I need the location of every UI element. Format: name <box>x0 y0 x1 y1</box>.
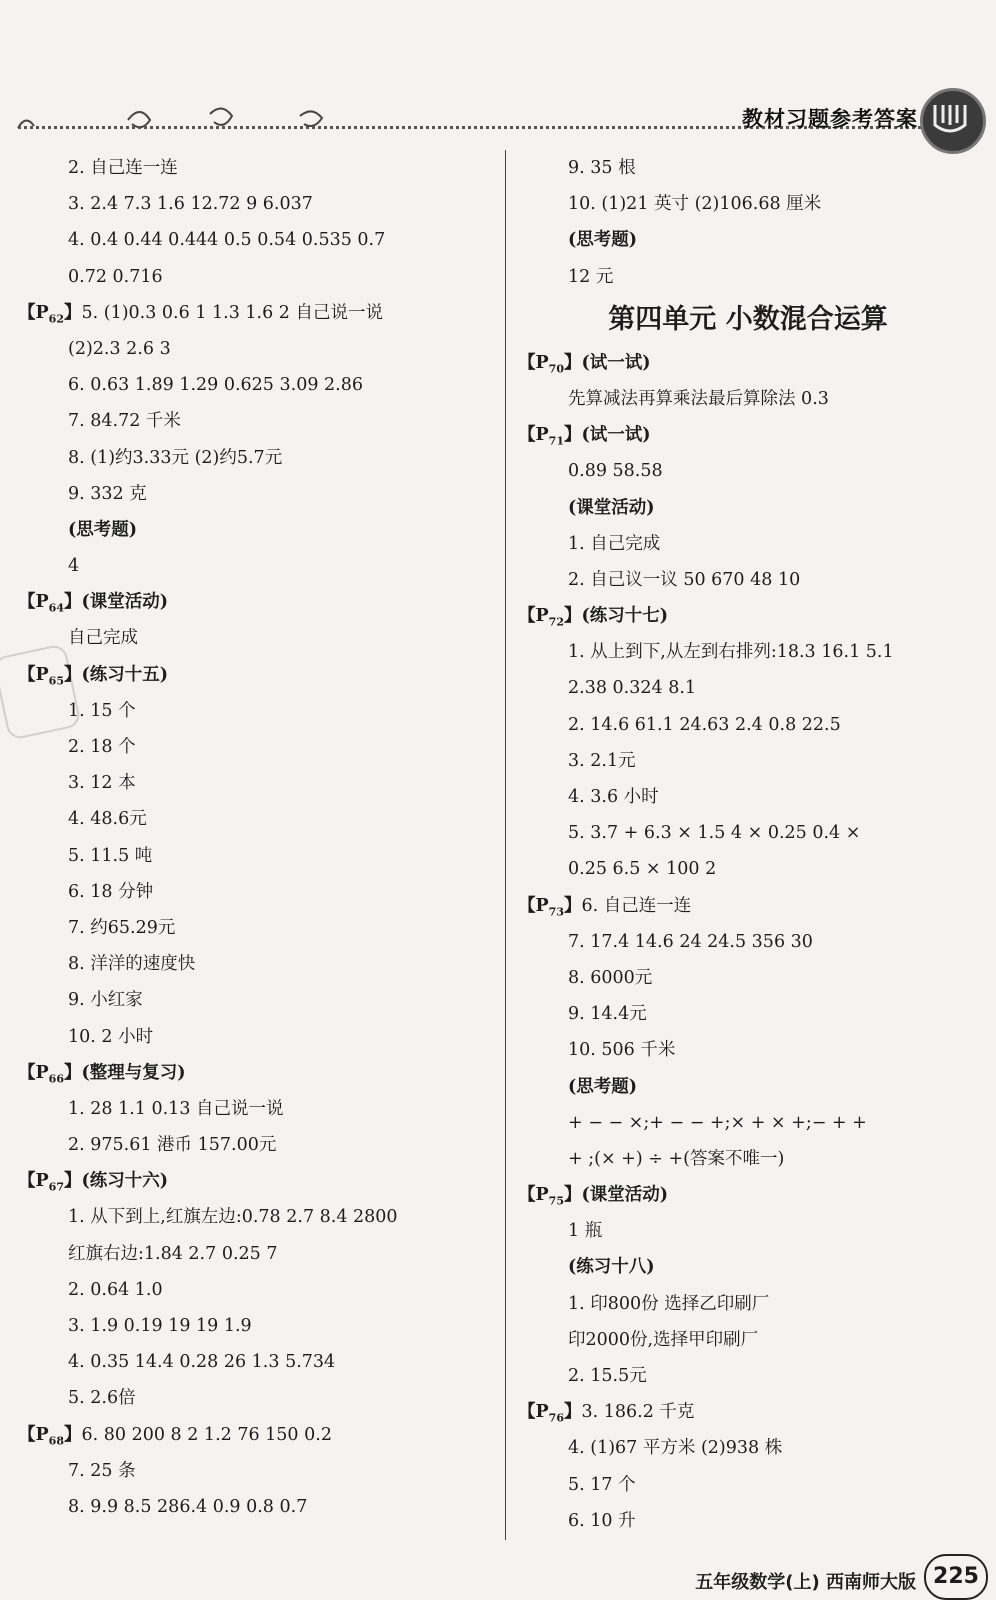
page-reference: 【$P_{72}$】 <box>518 606 582 629</box>
answer-text: 8. (1)约3.33元 (2)约5.7元 <box>68 447 283 468</box>
answer-line <box>518 815 978 851</box>
answer-text: 6. 18 分钟 <box>68 881 154 902</box>
answer-text: 0.89 58.58 <box>568 461 663 482</box>
answer-line <box>518 186 978 222</box>
answer-line <box>518 1358 978 1394</box>
answer-line <box>18 1308 498 1344</box>
answer-line <box>18 512 498 548</box>
answer-line <box>518 960 978 996</box>
answer-text: 4. 0.35 14.4 0.28 26 1.3 5.734 <box>68 1352 336 1373</box>
answer-line <box>518 1032 978 1068</box>
answer-line <box>518 490 978 526</box>
page-reference: 【$P_{65}$】 <box>18 664 82 688</box>
answer-text: 1. 印800份 选择乙印刷厂 <box>568 1293 770 1314</box>
answer-text: (思考题) <box>568 1076 638 1097</box>
answer-line <box>18 295 498 331</box>
answer-line <box>518 1177 978 1213</box>
answer-text: 10. (1)21 英寸 (2)106.68 厘米 <box>568 194 822 215</box>
answer-line <box>18 1344 498 1380</box>
answer-text: + − − ×;+ − − +;× + × +;− + + <box>568 1112 867 1133</box>
answer-line <box>18 259 498 295</box>
answer-line <box>18 331 498 367</box>
answer-line <box>518 707 978 743</box>
answer-text: (课堂活动) <box>581 1185 669 1206</box>
answer-line <box>518 1503 978 1539</box>
answer-text: (练习十六) <box>81 1171 169 1192</box>
answer-line <box>18 838 498 874</box>
page-number: 225 <box>924 1554 988 1600</box>
answer-text: 2. 975.61 港币 157.00元 <box>68 1135 277 1156</box>
answer-line <box>18 801 498 837</box>
answer-line <box>18 620 498 656</box>
answer-line <box>18 150 498 186</box>
answer-line <box>18 186 498 222</box>
answer-text: + ;(× +) ÷ +(答案不唯一) <box>568 1148 785 1169</box>
page-reference: 【$P_{64}$】 <box>18 592 82 615</box>
header-title: 教材习题参考答案 <box>742 107 918 131</box>
footer-book-title: 五年级数学(上) 西南师大版 <box>695 1572 916 1593</box>
answer-line <box>18 584 498 620</box>
answer-text: (练习十五) <box>81 664 169 685</box>
answer-text: 1 瓶 <box>568 1221 603 1242</box>
page-reference: 【$P_{67}$】 <box>18 1171 82 1194</box>
answer-line <box>18 1417 498 1453</box>
page-reference: 【$P_{70}$】 <box>518 352 582 376</box>
answer-text: 4 <box>68 556 80 577</box>
answer-text: 2. 自己议一议 50 670 48 10 <box>568 569 801 590</box>
answer-line <box>18 222 498 258</box>
book-logo-icon <box>920 88 986 154</box>
answer-text: 7. 约65.29元 <box>68 917 176 938</box>
page-reference: 【$P_{71}$】 <box>518 425 582 448</box>
answer-text: (思考题) <box>568 230 638 251</box>
answer-text: 5. 11.5 吨 <box>68 845 153 866</box>
answer-text: 4. 3.6 小时 <box>568 787 659 807</box>
answer-text: 10. 506 千米 <box>568 1040 676 1061</box>
answer-line <box>18 1163 498 1199</box>
answer-line <box>18 1489 498 1525</box>
answer-line <box>518 1322 978 1358</box>
answer-line <box>18 1199 498 1235</box>
answer-text: 9. 小红家 <box>68 990 143 1011</box>
answer-text: (试一试) <box>581 352 651 373</box>
answer-text: 2. 0.64 1.0 <box>68 1279 163 1300</box>
answer-text: (课堂活动) <box>81 592 169 613</box>
answer-text: 9. 332 克 <box>68 483 147 504</box>
answer-text: (2)2.3 2.6 3 <box>68 338 171 359</box>
answer-text: 1. 15 个 <box>68 700 136 721</box>
page-reference: 【$P_{62}$】 <box>18 302 82 326</box>
answer-text: 9. 35 根 <box>568 158 636 178</box>
answer-text: (思考题) <box>68 519 138 540</box>
answer-text: 1. 28 1.1 0.13 自己说一说 <box>68 1098 284 1119</box>
answer-line <box>518 150 978 186</box>
answer-line <box>18 765 498 801</box>
page-reference: 【$P_{73}$】 <box>518 895 582 919</box>
answer-line <box>518 598 978 634</box>
answer-line <box>518 1249 978 1285</box>
answer-text: 1. 从下到上,红旗左边:0.78 2.7 8.4 2800 <box>68 1207 398 1228</box>
answer-text: 2.38 0.324 8.1 <box>568 678 697 699</box>
answer-line <box>18 657 498 693</box>
answer-line <box>18 874 498 910</box>
answer-line <box>518 743 978 779</box>
answer-text: 1. 从上到下,从左到右排列:18.3 16.1 5.1 <box>568 642 894 663</box>
answer-text: (练习十七) <box>581 606 669 627</box>
answer-line <box>18 1091 498 1127</box>
answer-text: 3. 186.2 千克 <box>581 1402 695 1423</box>
answer-text: (课堂活动) <box>568 497 655 518</box>
answer-text: 2. 15.5元 <box>568 1366 647 1386</box>
answer-text: 7. 84.72 千米 <box>68 411 181 432</box>
answer-line <box>518 634 978 670</box>
answer-text: 自己完成 <box>68 628 138 649</box>
answer-text: 0.72 0.716 <box>68 266 163 287</box>
answer-text: 8. 9.9 8.5 286.4 0.9 0.8 0.7 <box>68 1496 308 1517</box>
answer-text: 8. 6000元 <box>568 967 653 988</box>
decorative-swirls-icon <box>10 100 350 140</box>
answer-line <box>518 851 978 887</box>
answer-line <box>518 1394 978 1430</box>
answer-line <box>18 729 498 765</box>
answer-text: 5. 2.6倍 <box>68 1388 136 1409</box>
answer-text: 3. 2.4 7.3 1.6 12.72 9 6.037 <box>68 194 313 215</box>
answer-text: 6. 10 升 <box>568 1510 636 1531</box>
answer-text: 印2000份,选择甲印刷厂 <box>568 1329 759 1350</box>
answer-line <box>18 982 498 1018</box>
answer-line <box>518 1467 978 1503</box>
answer-line <box>18 476 498 512</box>
answer-line <box>518 222 978 258</box>
answer-line <box>518 1286 978 1322</box>
answer-line <box>518 779 978 815</box>
answer-text: 3. 1.9 0.19 19 19 1.9 <box>68 1316 252 1336</box>
answer-line <box>518 259 978 295</box>
unit-title: 第四单元 小数混合运算 <box>608 303 888 335</box>
page-reference: 【$P_{75}$】 <box>518 1185 582 1208</box>
right-column <box>518 150 978 1539</box>
answer-text: 6. 自己连一连 <box>581 895 692 916</box>
answer-text: (整理与复习) <box>81 1062 186 1083</box>
answer-text: 4. (1)67 平方米 (2)938 株 <box>568 1438 783 1459</box>
answer-line <box>518 562 978 598</box>
answer-line <box>18 693 498 729</box>
answer-line <box>518 526 978 562</box>
answer-text: 2. 18 个 <box>68 737 136 757</box>
answer-line <box>18 403 498 439</box>
answer-text: 6. 0.63 1.89 1.29 0.625 3.09 2.86 <box>68 375 363 396</box>
answer-line <box>18 1236 498 1272</box>
answer-line <box>518 345 978 381</box>
answer-line <box>18 1272 498 1308</box>
answer-line <box>518 670 978 706</box>
answer-line <box>18 946 498 982</box>
answer-text: 6. 80 200 8 2 1.2 76 150 0.2 <box>81 1424 332 1445</box>
answer-text: 0.25 6.5 × 100 2 <box>568 859 717 880</box>
answer-line <box>18 910 498 946</box>
answer-line <box>18 1453 498 1489</box>
answer-line <box>518 1105 978 1141</box>
page-header <box>0 0 996 145</box>
answer-line <box>18 1019 498 1055</box>
answer-text: 10. 2 小时 <box>68 1026 154 1047</box>
answer-line <box>518 417 978 453</box>
column-divider <box>505 150 506 1540</box>
answer-line <box>518 996 978 1032</box>
answer-text: 3. 12 本 <box>68 773 136 794</box>
answer-text: 7. 17.4 14.6 24 24.5 356 30 <box>568 931 813 952</box>
answer-text: 4. 0.4 0.44 0.444 0.5 0.54 0.535 0.7 <box>68 230 386 251</box>
answer-line <box>518 1141 978 1177</box>
answer-line <box>518 888 978 924</box>
page-reference: 【$P_{66}$】 <box>18 1062 82 1086</box>
answer-text: (练习十八) <box>568 1257 655 1278</box>
answer-text: 8. 洋洋的速度快 <box>68 954 196 975</box>
answer-text: (试一试) <box>581 425 651 446</box>
answer-line <box>18 1055 498 1091</box>
answer-text: 先算减法再算乘法最后算除法 0.3 <box>568 388 829 409</box>
left-column <box>18 150 498 1525</box>
answer-text: 5. 3.7 + 6.3 × 1.5 4 × 0.25 0.4 × <box>568 823 861 844</box>
answer-text: 2. 自己连一连 <box>68 158 178 178</box>
answer-line <box>18 548 498 584</box>
answer-line <box>518 453 978 489</box>
answer-text: 3. 2.1元 <box>568 750 636 771</box>
answer-line <box>18 440 498 476</box>
answer-text: 5. (1)0.3 0.6 1 1.3 1.6 2 自己说一说 <box>81 302 384 323</box>
page-reference: 【$P_{68}$】 <box>18 1424 82 1448</box>
page-reference: 【$P_{76}$】 <box>518 1402 582 1425</box>
answer-text: 9. 14.4元 <box>568 1004 647 1025</box>
answer-line <box>18 1127 498 1163</box>
answer-text: 4. 48.6元 <box>68 809 147 830</box>
answer-line <box>18 1380 498 1416</box>
answer-text: 7. 25 条 <box>68 1460 136 1481</box>
answer-line <box>518 381 978 417</box>
answer-text: 2. 14.6 61.1 24.63 2.4 0.8 22.5 <box>568 714 841 735</box>
answer-text: 5. 17 个 <box>568 1474 636 1495</box>
answer-line <box>518 924 978 960</box>
answer-line <box>18 367 498 403</box>
answer-line <box>518 1069 978 1105</box>
answer-text: 12 元 <box>568 266 614 287</box>
answer-line <box>518 1430 978 1466</box>
answer-text: 1. 自己完成 <box>568 533 661 554</box>
answer-text: 红旗右边:1.84 2.7 0.25 7 <box>68 1243 278 1264</box>
answer-line <box>518 1213 978 1249</box>
